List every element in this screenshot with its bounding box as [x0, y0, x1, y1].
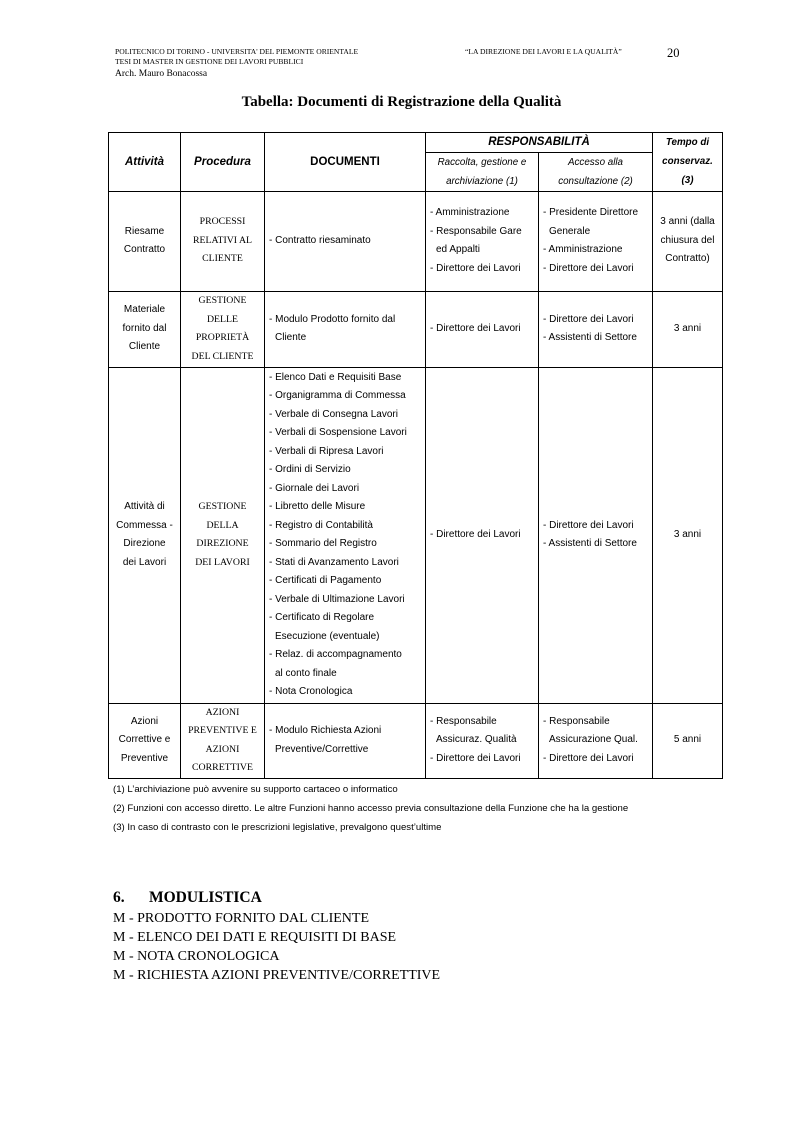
cell-line: al conto finale: [275, 667, 337, 679]
cell-line: Materiale: [123, 304, 166, 316]
cell-line: Cliente: [128, 341, 161, 353]
header-accesso-line: Accesso alla: [568, 156, 623, 168]
cell-line: - Certificati di Pagamento: [269, 575, 382, 586]
cell-line: PROCESSI: [199, 216, 246, 228]
cell-documenti: [265, 291, 426, 367]
section-heading: [113, 889, 262, 907]
cell-line: AZIONI: [205, 743, 240, 755]
cell-line: - Stati di Avanzamento Lavori: [269, 556, 399, 568]
cell-line: - Direttore dei Lavori: [430, 528, 521, 540]
cell-attivita: [109, 191, 181, 291]
cell-tempo: [653, 703, 723, 778]
cell-line: - Modulo Prodotto fornito dal: [269, 313, 396, 325]
cell-procedura: [181, 191, 265, 291]
table-row: [109, 291, 723, 367]
cell-line: Assicurazione Qual.: [549, 734, 638, 746]
cell-line: - Sommario del Registro: [269, 538, 377, 549]
cell-tempo: [653, 367, 723, 703]
cell-line: PROPRIETÀ: [195, 332, 250, 343]
cell-line: chiusura del: [660, 234, 715, 246]
cell-line: Direzione: [123, 538, 166, 549]
cell-line: - Direttore dei Lavori: [430, 322, 521, 334]
cell-line: - Elenco Dati e Requisiti Base: [269, 371, 402, 383]
header-raccolta: [426, 152, 539, 191]
table-title: Tabella: Documenti di Registrazione della Qualità: [241, 94, 562, 110]
cell-line: - Ordini di Servizio: [269, 464, 351, 475]
page-header-left: [115, 47, 358, 81]
cell-line: - Verbale di Ultimazione Lavori: [269, 593, 405, 605]
footnote: (3) In caso di contrasto con le prescrizioni legislative, prevalgono quest’ultime: [113, 822, 442, 833]
form-item: M - NOTA CRONOLOGICA: [113, 949, 280, 964]
cell-line: Correttive e: [118, 734, 171, 746]
cell-procedura: [181, 703, 265, 778]
form-item: M - ELENCO DEI DATI E REQUISITI DI BASE: [113, 930, 397, 945]
quality-records-table: [108, 132, 723, 779]
cell-line: - Direttore dei Lavori: [543, 752, 634, 764]
table-footnotes: [113, 780, 628, 837]
page-number: 20: [667, 46, 680, 60]
cell-line: RELATIVI AL: [192, 234, 253, 246]
cell-attivita: [109, 703, 181, 778]
table-body: [109, 191, 723, 778]
header-thesis: TESI DI MASTER IN GESTIONE DEI LAVORI PUBBLICI: [115, 57, 304, 66]
cell-line: dei Lavori: [122, 556, 167, 568]
cell-line: Azioni: [130, 715, 159, 727]
cell-tempo: [653, 291, 723, 367]
cell-line: - Direttore dei Lavori: [543, 262, 634, 274]
footnote: (2) Funzioni con accesso diretto. Le altre Funzioni hanno accesso previa consultazione della Funzione che ha la gestione: [113, 803, 629, 814]
cell-line: DIREZIONE: [196, 538, 249, 549]
header-document-title: “LA DIREZIONE DEI LAVORI E LA QUALITÀ”: [465, 47, 622, 56]
cell-line: - Direttore dei Lavori: [543, 519, 634, 531]
cell-line: - Direttore dei Lavori: [543, 313, 634, 325]
cell-raccolta: [426, 703, 539, 778]
cell-line: 3 anni (dalla: [660, 216, 715, 228]
cell-procedura: [181, 291, 265, 367]
cell-line: - Amministrazione: [430, 207, 510, 218]
cell-raccolta: [426, 191, 539, 291]
section-number: 6.: [113, 889, 125, 906]
cell-line: - Contratto riesaminato: [269, 234, 371, 246]
header-tempo-line: Tempo di: [665, 137, 710, 149]
form-item: M - RICHIESTA AZIONI PREVENTIVE/CORRETTIVE: [113, 968, 441, 983]
cell-line: PREVENTIVE E: [188, 725, 257, 736]
cell-line: 5 anni: [673, 734, 702, 746]
cell-procedura: [181, 367, 265, 703]
cell-line: - Responsabile: [543, 715, 610, 727]
cell-line: DEI LAVORI: [195, 556, 250, 568]
header-accesso: [539, 152, 653, 191]
cell-line: GESTIONE: [198, 501, 247, 512]
cell-line: - Giornale dei Lavori: [269, 482, 360, 494]
cell-documenti: [265, 367, 426, 703]
cell-line: fornito dal: [122, 322, 167, 334]
cell-accesso: [539, 291, 653, 367]
cell-line: - Registro di Contabilità: [269, 519, 373, 531]
section-title: MODULISTICA: [149, 889, 262, 906]
cell-accesso: [539, 703, 653, 778]
cell-line: Assicuraz. Qualità: [436, 734, 517, 746]
cell-line: CLIENTE: [202, 253, 243, 265]
cell-line: - Certificato di Regolare: [269, 612, 375, 623]
header-tempo-line: (3): [681, 175, 694, 187]
cell-line: - Organigramma di Commessa: [269, 390, 406, 401]
cell-line: GESTIONE: [198, 295, 247, 306]
cell-accesso: [539, 367, 653, 703]
cell-line: Generale: [549, 225, 591, 237]
forms-list: [113, 909, 440, 985]
header-tempo: [653, 133, 723, 192]
header-documenti: DOCUMENTI: [265, 133, 426, 192]
cell-line: CORRETTIVE: [192, 762, 253, 773]
cell-line: - Libretto delle Misure: [269, 501, 366, 512]
cell-documenti: [265, 191, 426, 291]
cell-line: DEL CLIENTE: [191, 350, 254, 362]
cell-line: - Amministrazione: [543, 244, 623, 255]
cell-accesso: [539, 191, 653, 291]
cell-attivita: [109, 367, 181, 703]
cell-line: - Assistenti di Settore: [543, 332, 637, 343]
cell-attivita: [109, 291, 181, 367]
cell-line: - Verbali di Ripresa Lavori: [269, 445, 384, 457]
header-procedura: Procedura: [181, 133, 265, 192]
cell-line: - Direttore dei Lavori: [430, 752, 521, 764]
cell-line: - Responsabile: [430, 715, 497, 727]
cell-documenti: [265, 703, 426, 778]
cell-line: ed Appalti: [436, 244, 480, 255]
header-institution: POLITECNICO DI TORINO - UNIVERSITA' DEL PIEMONTE ORIENTALE: [115, 47, 359, 56]
cell-line: Contratto): [665, 253, 710, 265]
header-tempo-line: conservaz.: [662, 156, 713, 168]
cell-line: 3 anni: [673, 322, 702, 334]
cell-tempo: [653, 191, 723, 291]
cell-line: DELLE: [206, 313, 238, 325]
cell-line: Riesame: [124, 225, 165, 237]
header-author: Arch. Mauro Bonacossa: [115, 69, 208, 79]
header-accesso-line: consultazione (2): [558, 175, 633, 187]
cell-line: 3 anni: [673, 528, 702, 540]
cell-line: - Assistenti di Settore: [543, 538, 637, 549]
cell-line: Preventive/Correttive: [275, 743, 369, 755]
cell-line: - Nota Cronologica: [269, 686, 353, 697]
cell-line: - Modulo Richiesta Azioni: [269, 725, 382, 736]
cell-line: - Relaz. di accompagnamento: [269, 649, 402, 660]
cell-raccolta: [426, 291, 539, 367]
cell-line: Esecuzione (eventuale): [275, 630, 380, 642]
table-row: [109, 367, 723, 703]
cell-line: AZIONI: [205, 706, 240, 718]
cell-line: Cliente: [275, 332, 307, 343]
cell-raccolta: [426, 367, 539, 703]
header-attivita: Attività: [109, 133, 181, 192]
table-row: [109, 703, 723, 778]
header-responsabilita: RESPONSABILITÀ: [426, 133, 653, 153]
cell-line: - Responsabile Gare: [430, 225, 522, 237]
header-raccolta-line: archiviazione (1): [446, 175, 518, 187]
footnote: (1) L’archiviazione può avvenire su supporto cartaceo o informatico: [113, 784, 398, 795]
cell-line: Preventive: [120, 752, 169, 764]
cell-line: - Verbali di Sospensione Lavori: [269, 427, 407, 438]
cell-line: DELLA: [206, 519, 239, 531]
cell-line: - Verbale di Consegna Lavori: [269, 408, 398, 420]
table-row: [109, 191, 723, 291]
cell-line: Attività di: [124, 501, 165, 512]
cell-line: - Presidente Direttore: [543, 207, 639, 218]
cell-line: - Direttore dei Lavori: [430, 262, 521, 274]
cell-line: Commessa -: [116, 519, 173, 531]
cell-line: Contratto: [123, 244, 166, 255]
form-item: M - PRODOTTO FORNITO DAL CLIENTE: [113, 911, 370, 926]
header-raccolta-line: Raccolta, gestione e: [437, 156, 527, 168]
